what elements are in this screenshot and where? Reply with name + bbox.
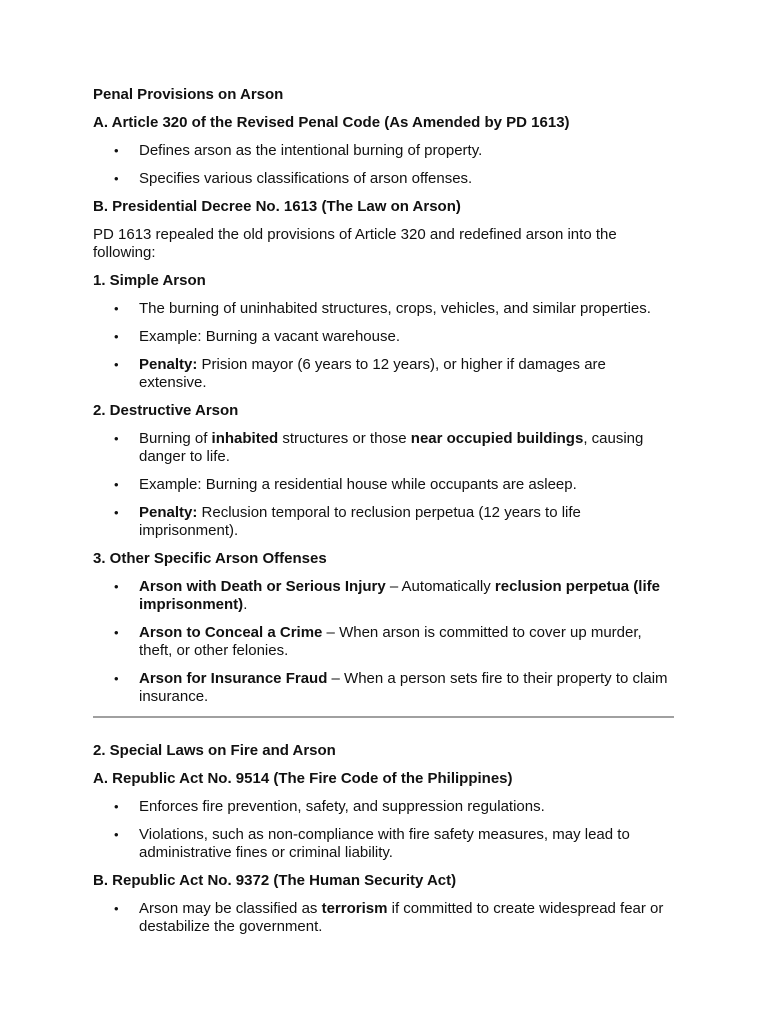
list-item: • Example: Burning a vacant warehouse. [93,328,674,346]
text-run: – When a person sets fire to their property to claim insurance. [139,670,668,705]
text-run: . [243,596,248,613]
ra-9514-list [93,798,674,862]
list-item [93,504,674,540]
article-320-list [93,142,674,188]
section-heading-article-320: A. Article 320 of the Revised Penal Code (As Amended by PD 1613) [93,114,570,131]
list-item: • Enforces fire prevention, safety, and suppression regulations. [93,798,674,816]
pd-1613-intro: PD 1613 repealed the old provisions of Article 320 and redefined arson into the following: [93,226,617,261]
offense-label: Arson for Insurance Fraud [139,670,328,687]
section-divider [93,716,674,718]
penalty-text: Prision mayor (6 years to 12 years), or higher if damages are extensive. [139,356,606,391]
offense-label: Arson with Death or Serious Injury [139,578,386,595]
subheading-other-offenses: 3. Other Specific Arson Offenses [93,550,327,567]
emphasis-terrorism: terrorism [321,900,388,917]
other-offenses-list [93,578,674,706]
emphasis-inhabited: inhabited [211,430,279,447]
penalty-label: Penalty: [139,504,198,521]
text-run: – Automatically [385,578,495,595]
text-run: structures or those [278,430,411,447]
section-heading-special-laws: 2. Special Laws on Fire and Arson [93,742,336,759]
text-run: Burning of [139,430,212,447]
subheading-ra-9514: A. Republic Act No. 9514 (The Fire Code of the Philippines) [93,770,513,787]
emphasis-reclusion: reclusion perpetua (life imprisonment) [139,578,660,613]
list-item: • Specifies various classifications of arson offenses. [93,170,674,188]
list-item: • Defines arson as the intentional burning of property. [93,142,674,160]
text-run: – When arson is committed to cover up murder, theft, or other felonies. [139,624,642,659]
subheading-simple-arson: 1. Simple Arson [93,272,206,289]
subheading-ra-9372: B. Republic Act No. 9372 (The Human Security Act) [93,872,457,889]
list-item [93,356,674,392]
penalty-label: Penalty: [139,356,198,373]
list-item [93,430,674,466]
list-item [93,670,674,706]
penalty-text: Reclusion temporal to reclusion perpetua (12 years to life imprisonment). [139,504,581,539]
text-run: if committed to create widespread fear or destabilize the government. [139,900,664,935]
list-item: • Violations, such as non-compliance with fire safety measures, may lead to administrative fines or criminal liability. [93,826,674,862]
list-item [93,578,674,614]
page-title: Penal Provisions on Arson [93,86,284,103]
offense-label: Arson to Conceal a Crime [139,624,323,641]
ra-9372-list [93,900,674,936]
list-item [93,900,674,936]
section-heading-pd-1613: B. Presidential Decree No. 1613 (The Law on Arson) [93,198,461,215]
text-run: Arson may be classified as [139,900,322,917]
text-run: , causing danger to life. [139,430,644,465]
destructive-arson-list [93,430,674,540]
list-item [93,624,674,660]
simple-arson-list [93,300,674,392]
list-item: • The burning of uninhabited structures, crops, vehicles, and similar properties. [93,300,674,318]
emphasis-near-occupied: near occupied buildings [410,430,584,447]
list-item: • Example: Burning a residential house while occupants are asleep. [93,476,674,494]
subheading-destructive-arson: 2. Destructive Arson [93,402,239,419]
